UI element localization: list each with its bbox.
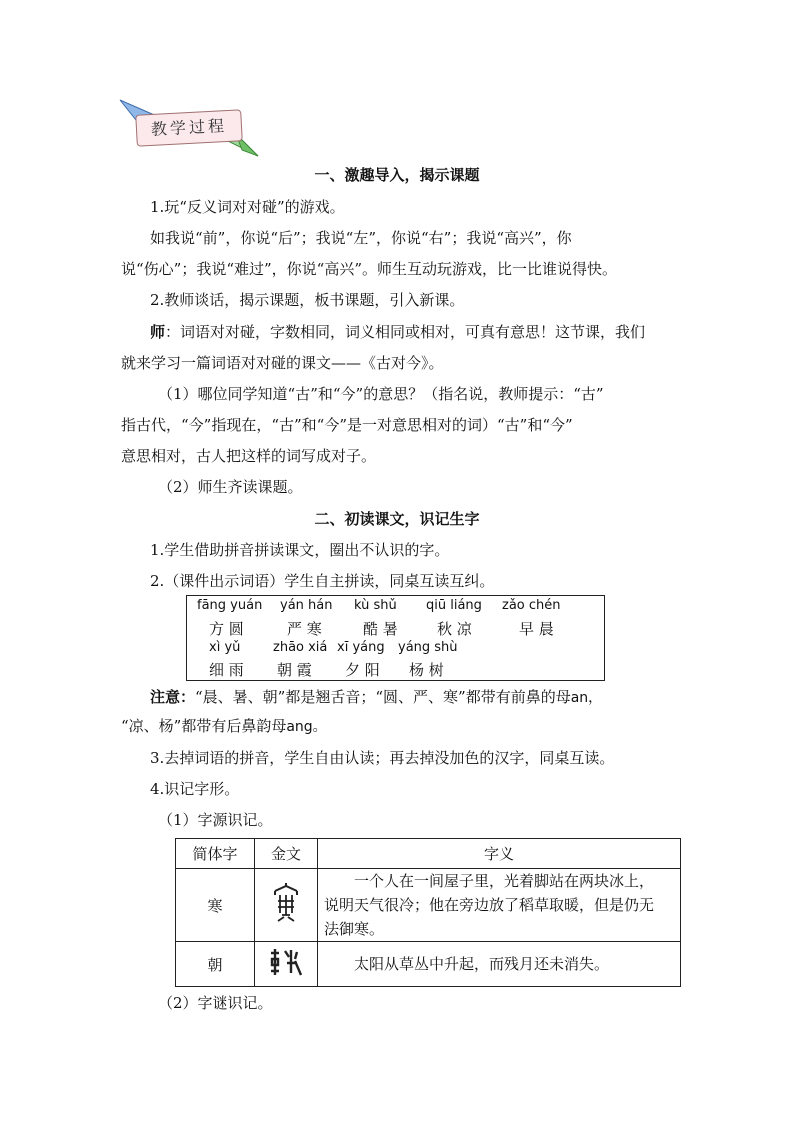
meaning-text-a: 一个人在一间屋子里，光着脚站在两块冰上，: [354, 872, 655, 890]
pinyin-word: yáng shù: [398, 640, 458, 655]
hanzi-word: 细 雨: [209, 661, 244, 679]
question1-a: （1）哪位同学知道“古”和“今”的意思？（指名说，教师提示：“古”: [158, 385, 604, 403]
jinwen-han-glyph-icon: [272, 881, 300, 925]
meaning-text-c: 法御寒。: [324, 920, 385, 938]
hanzi-word: 杨 树: [409, 661, 444, 679]
pinyin-word: xì yǔ: [209, 640, 241, 655]
section2-item3: 3.去掉词语的拼音，学生自由认读；再去掉没加色的汉字，同桌互读。: [150, 749, 615, 767]
table-header: 金文: [255, 839, 318, 869]
jinwen-cell: [255, 942, 318, 987]
jinwen-cell: [255, 869, 318, 942]
section2-item2: 2.（课件出示词语）学生自主拼读，同桌互读互纠。: [150, 572, 495, 590]
pinyin-word: fāng yuán: [197, 598, 263, 613]
pinyin-word: qiū liáng: [426, 598, 482, 613]
meaning-cell: [318, 869, 681, 942]
hanzi-word: 秋 凉: [437, 620, 472, 638]
note-text-b-tail: ang。: [286, 719, 327, 735]
table-header-row: [176, 839, 681, 869]
section2-heading: 二、初读课文，识记生字: [314, 510, 480, 528]
teacher-line-a: [150, 322, 645, 342]
section1-heading: 一、激趣导入，揭示课题: [314, 166, 480, 184]
note-label: 注意：: [150, 688, 196, 706]
section1-item2: 2.教师谈话，揭示课题，板书课题，引入新课。: [150, 291, 465, 309]
jinwen-zhao-glyph-icon: [269, 947, 303, 977]
hanzi-word: 早 晨: [519, 620, 554, 638]
pinyin-word: zhāo xiá: [273, 640, 328, 655]
table-row: [176, 869, 681, 942]
pinyin-word: kù shǔ: [354, 598, 397, 613]
section2-item4: 4.识记字形。: [150, 780, 240, 798]
note-line-b: [121, 716, 327, 737]
section2-item1: 1.学生借助拼音拼读课文，圈出不认识的字。: [150, 541, 450, 559]
pinyin-word: xī yáng: [337, 640, 385, 655]
section1-para-a: 如我说“前”，你说“后”；我说“左”，你说“右”；我说“高兴”，你: [150, 229, 572, 247]
sub-item-2: （2）字谜识记。: [158, 994, 273, 1012]
section1-item1: 1.玩“反义词对对碰”的游戏。: [150, 198, 345, 216]
hanzi-word: 朝 霞: [277, 661, 312, 679]
note-text-a-tail: an，: [570, 690, 603, 706]
question2: （2）师生齐读课题。: [158, 478, 303, 496]
table-header: 字义: [318, 839, 681, 869]
meaning-text-b: 说明天气很冷；他在旁边放了稻草取暖，但是仍无: [324, 896, 655, 914]
teacher-text-a: ：词语对对碰，字数相同，词义相同或相对，可真有意思！这节课，我们: [165, 323, 646, 341]
hanzi-word: 酷 暑: [363, 620, 398, 638]
simplified-char: 寒: [176, 869, 255, 942]
teaching-process-banner: [118, 98, 260, 158]
banner-label: 教学过程: [135, 109, 243, 147]
teacher-label: 师: [150, 323, 166, 341]
note-text-b: “凉、杨”都带有后鼻韵母: [121, 717, 287, 735]
question1-c: 意思相对，古人把这样的词写成对子。: [121, 447, 377, 465]
character-origin-table: [175, 838, 681, 987]
note-text-a: “晨、暑、朝”都是翘舌音；“圆、严、寒”都带有前鼻的母: [195, 688, 571, 706]
hanzi-word: 严 寒: [287, 620, 322, 638]
pinyin-vocabulary-box: [186, 595, 605, 681]
pinyin-word: zǎo chén: [502, 598, 561, 613]
meaning-cell: [318, 942, 681, 987]
simplified-char: 朝: [176, 942, 255, 987]
hanzi-word: 夕 阳: [345, 661, 380, 679]
hanzi-word: 方 圆: [209, 620, 244, 638]
table-row: [176, 942, 681, 987]
teacher-line-b: 就来学习一篇词语对对碰的课文——《古对今》。: [121, 354, 444, 372]
section1-para-b: 说“伤心”；我说“难过”，你说“高兴”。师生互动玩游戏，比一比谁说得快。: [121, 260, 618, 278]
table-header: 简体字: [176, 839, 255, 869]
note-line-a: [150, 687, 602, 708]
pinyin-word: yán hán: [280, 598, 333, 613]
sub-item-1: （1）字源识记。: [158, 811, 273, 829]
question1-b: 指古代，“今”指现在，“古”和“今”是一对意思相对的词）“古”和“今”: [121, 416, 573, 434]
meaning-text-a: 太阳从草丛中升起，而残月还未消失。: [354, 955, 610, 973]
